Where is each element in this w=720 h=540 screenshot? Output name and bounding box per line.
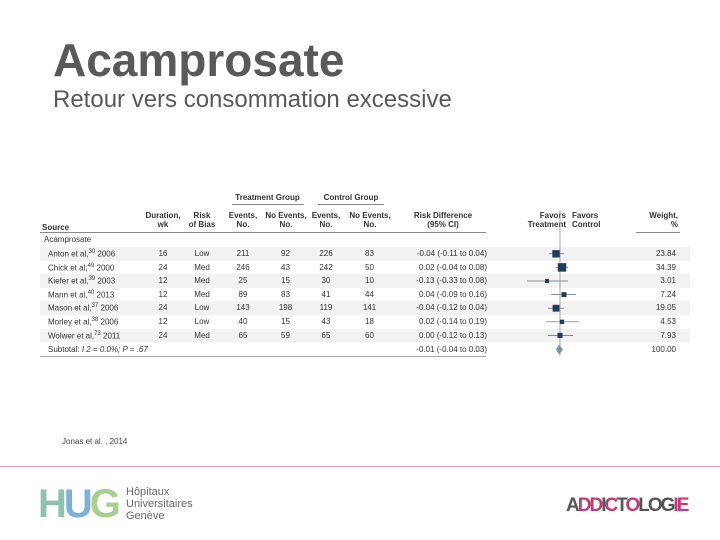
- hug-logo: [38, 484, 218, 526]
- study-risk-of-bias: Low: [194, 317, 210, 326]
- study-treatment-no-events: 15: [281, 317, 290, 326]
- subtotal-weight: 100.00: [651, 345, 676, 354]
- subgroup-label: Acamprosate: [44, 235, 92, 244]
- study-control-events: 41: [321, 289, 331, 299]
- treatment-group-rule: [232, 204, 304, 205]
- study-source: Chick et al,$^{49}$ 2000: [48, 262, 115, 273]
- forest-plot-table: [40, 190, 690, 360]
- reference-citation: Jonas et al. , 2014: [62, 437, 128, 446]
- favors-treatment-header: Favors Treatment: [527, 211, 566, 229]
- study-control-no-events: 50: [365, 262, 374, 272]
- study-treatment-no-events: 15: [281, 276, 290, 286]
- control-group-header: Control Group: [323, 193, 379, 202]
- study-duration: 16: [158, 249, 168, 258]
- study-duration: 24: [158, 303, 168, 313]
- subtotal-risk-difference: -0.01 (-0.04 to 0.03): [416, 345, 487, 354]
- study-control-no-events: 44: [365, 289, 374, 299]
- effect-marker: [553, 305, 560, 312]
- study-weight: 7.93: [660, 330, 676, 340]
- hug-logo-text: Hôpitaux Universitaires Genève: [126, 486, 193, 522]
- study-treatment-no-events: 43: [281, 262, 290, 272]
- study-weight: 7.24: [660, 289, 676, 299]
- duration-header: Duration, wk: [145, 211, 181, 229]
- study-treatment-no-events: 198: [278, 303, 293, 313]
- study-source: Wolwer et al,$^{73}$ 2011: [48, 330, 121, 341]
- study-risk-difference: 0.02 (-0.04 to 0.08): [418, 262, 487, 272]
- effect-marker: [558, 263, 566, 271]
- study-control-no-events: 60: [365, 330, 374, 340]
- study-control-events: 119: [319, 303, 333, 313]
- study-treatment-events: 89: [238, 289, 248, 299]
- study-risk-of-bias: Low: [194, 249, 210, 258]
- study-control-events: 226: [319, 249, 333, 258]
- study-weight: 23.84: [655, 249, 676, 258]
- slide-title: Acamprosate: [53, 34, 345, 86]
- study-weight: 3.01: [660, 276, 676, 286]
- study-treatment-no-events: 83: [281, 289, 290, 299]
- study-duration: 12: [158, 276, 168, 286]
- study-risk-of-bias: Med: [194, 289, 210, 299]
- footer-divider: [0, 466, 720, 467]
- study-risk-difference: 0.04 (-0.09 to 0.16): [418, 289, 487, 299]
- risk-of-bias-header: Risk of Bias: [188, 211, 216, 229]
- study-control-events: 43: [321, 317, 331, 326]
- treatment-events-header: Events, No.: [228, 211, 258, 229]
- subtotal-label: Subtotal: I 2 = 0.0%; P = .67: [48, 345, 148, 354]
- effect-marker: [552, 250, 559, 257]
- treatment-no-events-header: No Events, No.: [265, 211, 307, 229]
- source-header: Source: [42, 223, 70, 232]
- study-risk-difference: 0.00 (-0.12 to 0.13): [418, 330, 487, 340]
- study-risk-difference: -0.13 (-0.33 to 0.08): [416, 276, 487, 286]
- slide-subtitle: Retour vers consommation excessive: [53, 86, 452, 113]
- study-treatment-events: 211: [236, 249, 250, 258]
- study-weight: 19.05: [655, 303, 676, 313]
- study-duration: 24: [158, 330, 168, 340]
- study-control-events: 65: [321, 330, 331, 340]
- study-duration: 24: [158, 262, 168, 272]
- forest-plot-graphic: [520, 190, 600, 360]
- study-source: Kiefer et al,$^{39}$ 2003: [48, 276, 116, 286]
- study-treatment-no-events: 92: [281, 249, 290, 258]
- study-control-events: 30: [321, 276, 331, 286]
- study-treatment-events: 40: [238, 317, 248, 326]
- header-rule-right: [636, 232, 680, 233]
- study-control-events: 242: [319, 262, 333, 272]
- effect-marker: [557, 333, 562, 338]
- study-risk-of-bias: Med: [194, 330, 210, 340]
- study-treatment-events: 246: [236, 262, 250, 272]
- bottom-rule: [40, 356, 486, 357]
- header-rule-left: [40, 232, 486, 233]
- study-treatment-events: 25: [238, 276, 248, 286]
- study-risk-of-bias: Med: [194, 276, 210, 286]
- control-group-rule: [318, 204, 384, 205]
- effect-marker: [560, 320, 564, 324]
- study-treatment-events: 65: [238, 330, 248, 340]
- study-risk-difference: -0.04 (-0.11 to 0.04): [416, 249, 487, 258]
- study-risk-difference: 0.02 (-0.14 to 0.19): [418, 317, 487, 326]
- study-source: Mason et al,$^{37}$ 2006: [48, 303, 119, 314]
- risk-difference-header: Risk Difference (95% CI): [413, 211, 473, 229]
- addictologie-logo: ADDICTOLOGIE: [566, 495, 688, 516]
- study-weight: 4.53: [660, 317, 676, 326]
- favors-control-header: Favors Control: [572, 211, 601, 229]
- study-treatment-no-events: 59: [281, 330, 290, 340]
- study-weight: 34.39: [655, 262, 676, 272]
- study-risk-of-bias: Low: [194, 303, 210, 313]
- study-risk-of-bias: Med: [194, 262, 210, 272]
- study-duration: 12: [158, 317, 168, 326]
- study-duration: 12: [158, 289, 168, 299]
- study-risk-difference: -0.04 (-0.12 to 0.04): [416, 303, 487, 313]
- control-no-events-header: No Events, No.: [349, 211, 391, 229]
- study-source: Morley et al,$^{38}$ 2006: [48, 317, 119, 327]
- study-treatment-events: 143: [236, 303, 250, 313]
- effect-marker: [562, 292, 567, 297]
- hug-logo-letters: HUG: [38, 482, 118, 526]
- control-events-header: Events, No.: [311, 211, 341, 229]
- weight-header: Weight, %: [649, 211, 678, 229]
- effect-marker: [545, 279, 549, 283]
- subtotal-diamond: [556, 345, 563, 355]
- study-control-no-events: 83: [365, 249, 374, 258]
- study-control-no-events: 10: [365, 276, 374, 286]
- treatment-group-header: Treatment Group: [235, 193, 300, 202]
- study-control-no-events: 141: [362, 303, 377, 313]
- study-control-no-events: 18: [365, 317, 374, 326]
- study-source: Anton et al,$^{30}$ 2006: [48, 249, 116, 259]
- study-source: Mann et al,$^{40}$ 2013: [48, 289, 115, 300]
